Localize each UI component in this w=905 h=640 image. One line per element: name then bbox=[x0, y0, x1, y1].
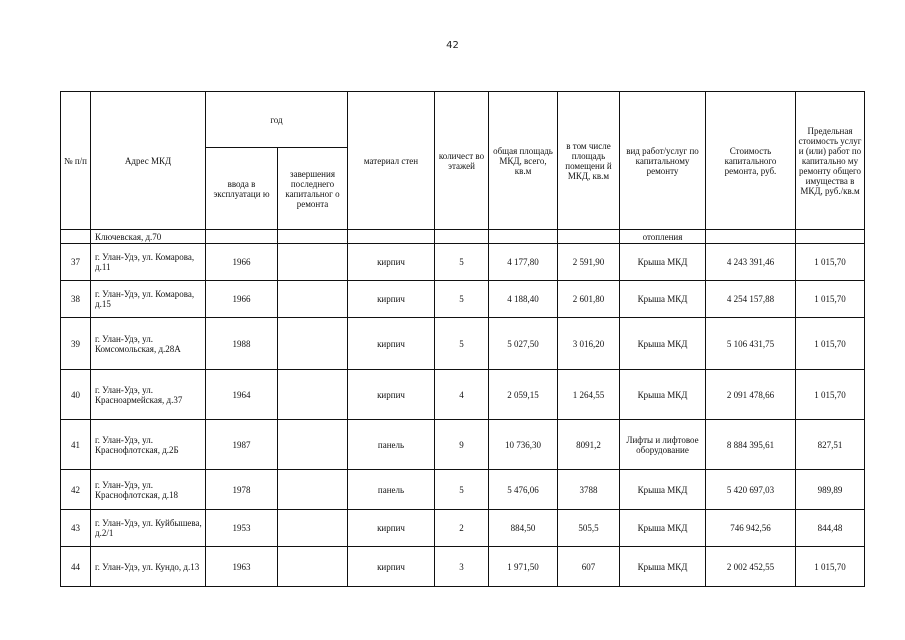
cell-address: г. Улан-Удэ, ул. Комсомольская, д.28А bbox=[91, 318, 206, 370]
cell-cost: 4 243 391,46 bbox=[706, 244, 796, 281]
cell-address: Ключевская, д.70 bbox=[91, 230, 206, 244]
cell-work-type: Крыша МКД bbox=[620, 370, 706, 420]
cell-premises-area: 2 591,90 bbox=[558, 244, 620, 281]
cell-cost: 2 002 452,55 bbox=[706, 547, 796, 587]
cell-last-repair bbox=[278, 510, 348, 547]
cell-material: кирпич bbox=[348, 370, 435, 420]
cell-last-repair bbox=[278, 420, 348, 470]
cell-work-type: Крыша МКД bbox=[620, 470, 706, 510]
cell-premises-area: 8091,2 bbox=[558, 420, 620, 470]
cell-max-cost: 1 015,70 bbox=[796, 318, 865, 370]
cell-max-cost: 1 015,70 bbox=[796, 370, 865, 420]
cell-material: кирпич bbox=[348, 318, 435, 370]
cell-max-cost: 1 015,70 bbox=[796, 281, 865, 318]
cell-floors: 3 bbox=[435, 547, 489, 587]
cell-year: 1964 bbox=[206, 370, 278, 420]
cell-year: 1966 bbox=[206, 281, 278, 318]
cell-num: 41 bbox=[61, 420, 91, 470]
cell-total-area: 884,50 bbox=[489, 510, 558, 547]
cell-year: 1978 bbox=[206, 470, 278, 510]
cell-year: 1953 bbox=[206, 510, 278, 547]
cell-work-type: Крыша МКД bbox=[620, 281, 706, 318]
cell-work-type: отопления bbox=[620, 230, 706, 244]
cell-total-area: 4 177,80 bbox=[489, 244, 558, 281]
cell-year: 1988 bbox=[206, 318, 278, 370]
cell-max-cost: 827,51 bbox=[796, 420, 865, 470]
header-wall-material: материал стен bbox=[348, 92, 435, 230]
header-max-cost: Предельная стоимость услуг и (или) работ по капитально му ремонту общего имущества в МКД, руб./кв.м bbox=[796, 92, 865, 230]
cell-material: кирпич bbox=[348, 244, 435, 281]
cell-address: г. Улан-Удэ, ул. Кундо, д.13 bbox=[91, 547, 206, 587]
cell-premises-area: 3 016,20 bbox=[558, 318, 620, 370]
table-row bbox=[61, 547, 865, 587]
cell-num: 42 bbox=[61, 470, 91, 510]
cell-material: панель bbox=[348, 470, 435, 510]
header-premises-area: в том числе площадь помещени й МКД, кв.м bbox=[558, 92, 620, 230]
table-row bbox=[61, 318, 865, 370]
repair-program-table bbox=[60, 91, 865, 587]
cell-premises-area: 3788 bbox=[558, 470, 620, 510]
header-year-group: год bbox=[206, 92, 348, 148]
cell-address: г. Улан-Удэ, ул. Куйбышева, д.2/1 bbox=[91, 510, 206, 547]
cell-total-area: 5 027,50 bbox=[489, 318, 558, 370]
table-row bbox=[61, 281, 865, 318]
cell-num: 37 bbox=[61, 244, 91, 281]
cell-premises-area: 505,5 bbox=[558, 510, 620, 547]
cell-num: 44 bbox=[61, 547, 91, 587]
cell-cost: 8 884 395,61 bbox=[706, 420, 796, 470]
cell-total-area: 10 736,30 bbox=[489, 420, 558, 470]
cell-total-area: 2 059,15 bbox=[489, 370, 558, 420]
cell-floors: 5 bbox=[435, 281, 489, 318]
cell-num: 40 bbox=[61, 370, 91, 420]
cell-premises-area: 1 264,55 bbox=[558, 370, 620, 420]
cell-material bbox=[348, 230, 435, 244]
cell-total-area: 5 476,06 bbox=[489, 470, 558, 510]
table-row bbox=[61, 244, 865, 281]
cell-material: кирпич bbox=[348, 281, 435, 318]
cell-year bbox=[206, 230, 278, 244]
cell-max-cost: 989,89 bbox=[796, 470, 865, 510]
cell-cost: 5 420 697,03 bbox=[706, 470, 796, 510]
cell-last-repair bbox=[278, 547, 348, 587]
cell-floors: 4 bbox=[435, 370, 489, 420]
cell-floors: 5 bbox=[435, 318, 489, 370]
cell-last-repair bbox=[278, 244, 348, 281]
table-row bbox=[61, 420, 865, 470]
cell-address: г. Улан-Удэ, ул. Краснофлотская, д.18 bbox=[91, 470, 206, 510]
cell-max-cost: 1 015,70 bbox=[796, 547, 865, 587]
cell-address: г. Улан-Удэ, ул. Комарова, д.11 bbox=[91, 244, 206, 281]
cell-cost: 746 942,56 bbox=[706, 510, 796, 547]
cell-material: панель bbox=[348, 420, 435, 470]
cell-total-area bbox=[489, 230, 558, 244]
table-row bbox=[61, 510, 865, 547]
table-row-continued bbox=[61, 230, 865, 244]
cell-address: г. Улан-Удэ, ул. Краснофлотская, д.2Б bbox=[91, 420, 206, 470]
cell-num bbox=[61, 230, 91, 244]
header-year-last-repair: завершения последнего капитальног о ремонта bbox=[278, 148, 348, 230]
header-cost: Стоимость капитального ремонта, руб. bbox=[706, 92, 796, 230]
cell-floors: 2 bbox=[435, 510, 489, 547]
cell-num: 39 bbox=[61, 318, 91, 370]
cell-max-cost: 844,48 bbox=[796, 510, 865, 547]
cell-num: 43 bbox=[61, 510, 91, 547]
table-row bbox=[61, 370, 865, 420]
header-address: Адрес МКД bbox=[91, 92, 206, 230]
header-num: № п/п bbox=[61, 92, 91, 230]
cell-premises-area bbox=[558, 230, 620, 244]
cell-cost: 2 091 478,66 bbox=[706, 370, 796, 420]
cell-work-type: Крыша МКД bbox=[620, 510, 706, 547]
cell-total-area: 4 188,40 bbox=[489, 281, 558, 318]
cell-year: 1966 bbox=[206, 244, 278, 281]
cell-address: г. Улан-Удэ, ул. Красноармейская, д.37 bbox=[91, 370, 206, 420]
page-number: 42 bbox=[446, 40, 459, 51]
cell-floors: 5 bbox=[435, 470, 489, 510]
cell-cost: 4 254 157,88 bbox=[706, 281, 796, 318]
cell-work-type: Лифты и лифтовое оборудование bbox=[620, 420, 706, 470]
cell-work-type: Крыша МКД bbox=[620, 244, 706, 281]
cell-last-repair bbox=[278, 230, 348, 244]
header-total-area: общая площадь МКД, всего, кв.м bbox=[489, 92, 558, 230]
cell-max-cost bbox=[796, 230, 865, 244]
cell-cost bbox=[706, 230, 796, 244]
cell-material: кирпич bbox=[348, 547, 435, 587]
header-work-type: вид работ/услуг по капитальному ремонту bbox=[620, 92, 706, 230]
header-year-commission: ввода в эксплуатаци ю bbox=[206, 148, 278, 230]
cell-material: кирпич bbox=[348, 510, 435, 547]
table-header bbox=[61, 92, 865, 230]
cell-address: г. Улан-Удэ, ул. Комарова, д.15 bbox=[91, 281, 206, 318]
cell-last-repair bbox=[278, 281, 348, 318]
table-row bbox=[61, 470, 865, 510]
cell-last-repair bbox=[278, 470, 348, 510]
cell-premises-area: 607 bbox=[558, 547, 620, 587]
cell-floors bbox=[435, 230, 489, 244]
cell-floors: 9 bbox=[435, 420, 489, 470]
cell-cost: 5 106 431,75 bbox=[706, 318, 796, 370]
cell-max-cost: 1 015,70 bbox=[796, 244, 865, 281]
cell-floors: 5 bbox=[435, 244, 489, 281]
cell-work-type: Крыша МКД bbox=[620, 547, 706, 587]
table-body bbox=[61, 230, 865, 587]
cell-num: 38 bbox=[61, 281, 91, 318]
cell-last-repair bbox=[278, 318, 348, 370]
cell-year: 1987 bbox=[206, 420, 278, 470]
cell-total-area: 1 971,50 bbox=[489, 547, 558, 587]
cell-premises-area: 2 601,80 bbox=[558, 281, 620, 318]
cell-last-repair bbox=[278, 370, 348, 420]
header-floors: количест во этажей bbox=[435, 92, 489, 230]
cell-year: 1963 bbox=[206, 547, 278, 587]
cell-work-type: Крыша МКД bbox=[620, 318, 706, 370]
